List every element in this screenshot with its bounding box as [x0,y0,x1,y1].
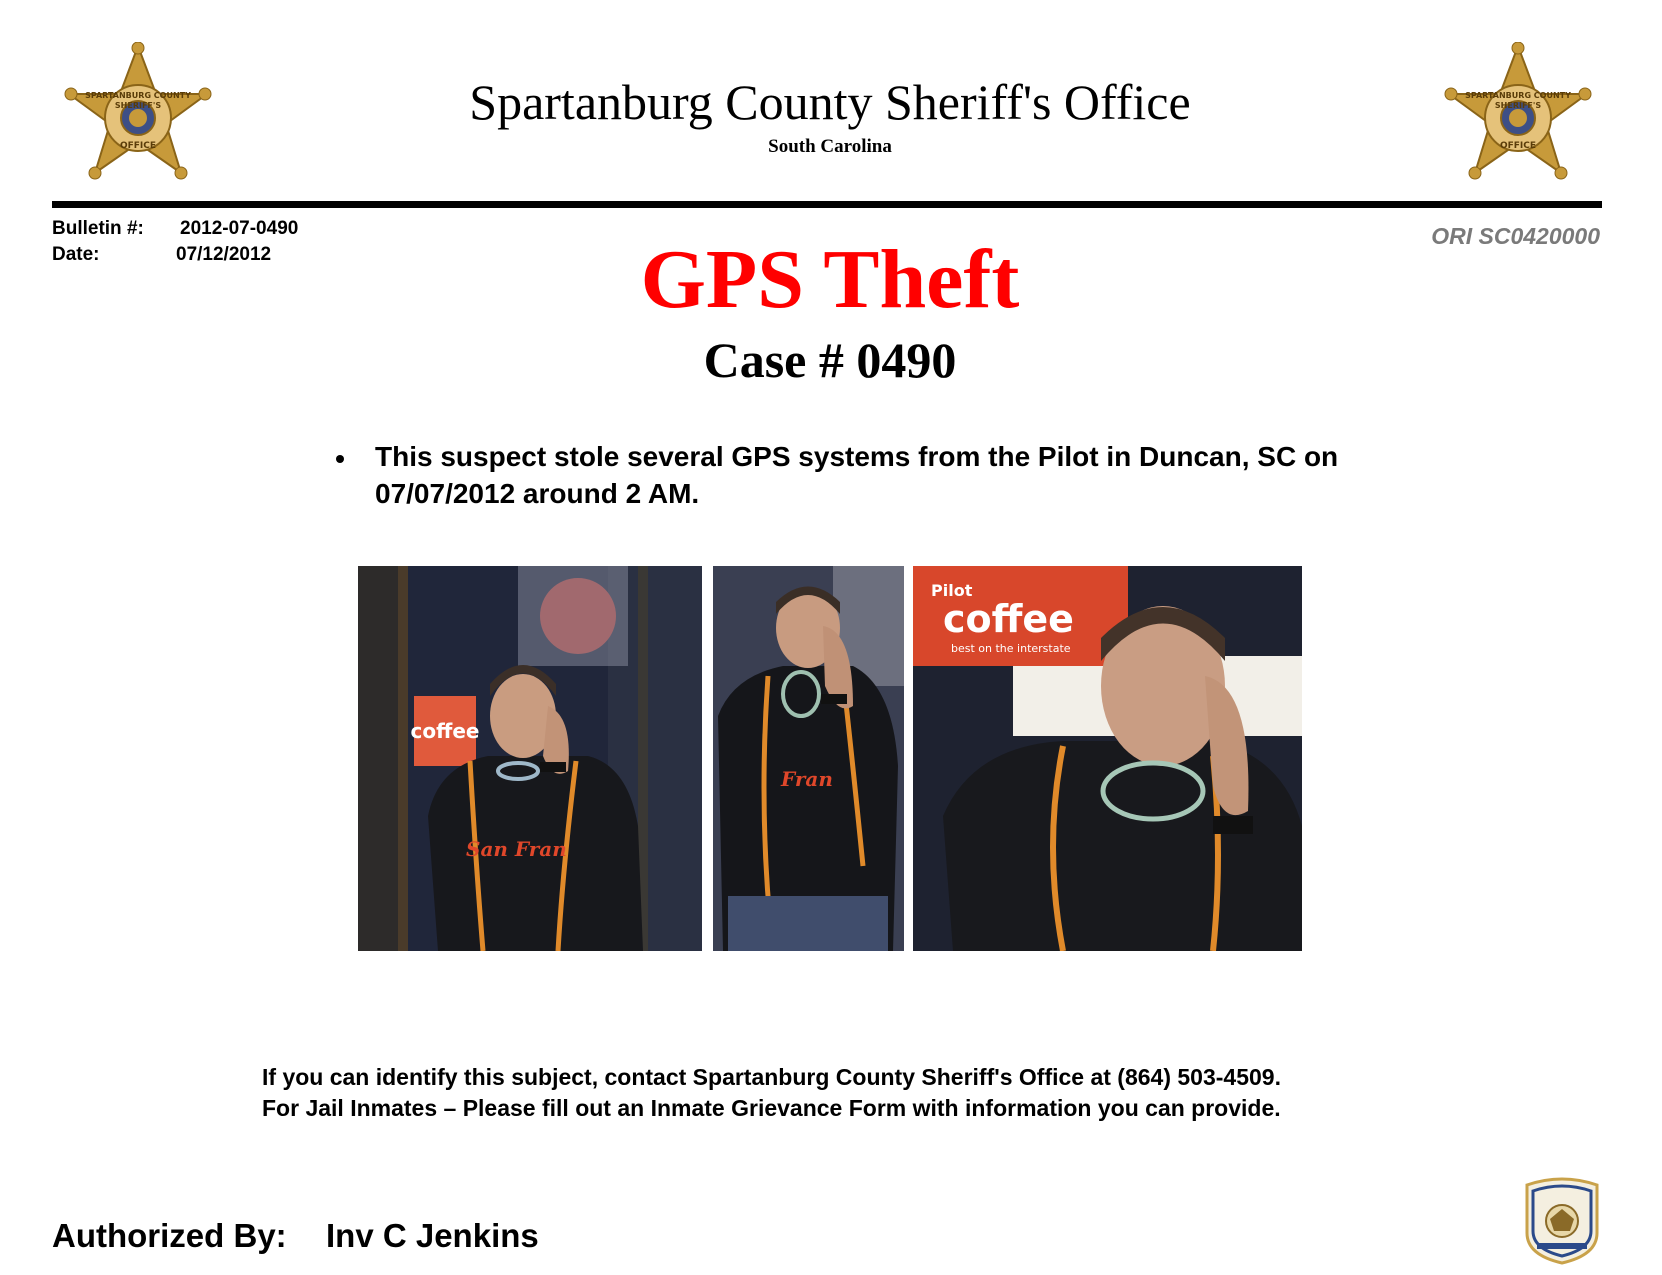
svg-text:coffee: coffee [410,719,480,743]
organization-state: South Carolina [768,136,892,157]
svg-text:San Fran: San Fran [466,837,567,861]
suspect-photo-1 [358,566,702,951]
authorized-by-label: Authorized By: [52,1217,287,1254]
bulletin-date-label: Date: [52,244,100,265]
case-number: Case # 0490 [703,332,957,388]
contact-line-2: For Jail Inmates – Please fill out an Inmate Grievance Form with information you can provide. [262,1095,1281,1121]
bulletin-date-value: 07/12/2012 [176,244,272,265]
sheriff-badge-left-logo [63,42,213,192]
svg-text:OFFICE: OFFICE [119,141,157,151]
sheriff-badge-right-logo [1443,42,1593,192]
contact-line-1: If you can identify this subject, contact Spartanburg County Sheriff's Office at (864) 503-4509. [262,1064,1281,1090]
svg-text:Fran: Fran [781,767,833,791]
bulletin-number-value: 2012-07-0490 [180,218,299,239]
svg-text:SHERIFF'S: SHERIFF'S [1494,101,1542,110]
ori-number: ORI SC0420000 [1431,223,1600,249]
svg-text:SPARTANBURG COUNTY: SPARTANBURG COUNTY [85,91,191,100]
organization-name: Spartanburg County Sheriff's Office [469,74,1191,130]
bullet-icon [336,455,344,463]
svg-text:OFFICE: OFFICE [1499,141,1537,151]
svg-text:best on the interstate: best on the interstate [951,642,1071,655]
incident-description: This suspect stole several GPS systems from the Pilot in Duncan, SC on 07/07/2012 around 2 AM. [375,441,1339,509]
svg-text:Pilot: Pilot [931,581,973,600]
suspect-photo-3 [913,566,1302,951]
bulletin-headline: GPS Theft [640,233,1020,326]
accreditation-seal-logo [1523,1173,1601,1265]
contact-instructions [262,1062,1462,1124]
svg-text:SPARTANBURG COUNTY: SPARTANBURG COUNTY [1465,91,1571,100]
svg-text:SHERIFF'S: SHERIFF'S [114,101,162,110]
suspect-photo-2 [713,566,904,951]
authorized-by-name: Inv C Jenkins [326,1217,539,1254]
svg-text:coffee: coffee [943,597,1074,641]
bulletin-number-label: Bulletin #: [52,218,144,239]
header-divider [52,201,1602,208]
